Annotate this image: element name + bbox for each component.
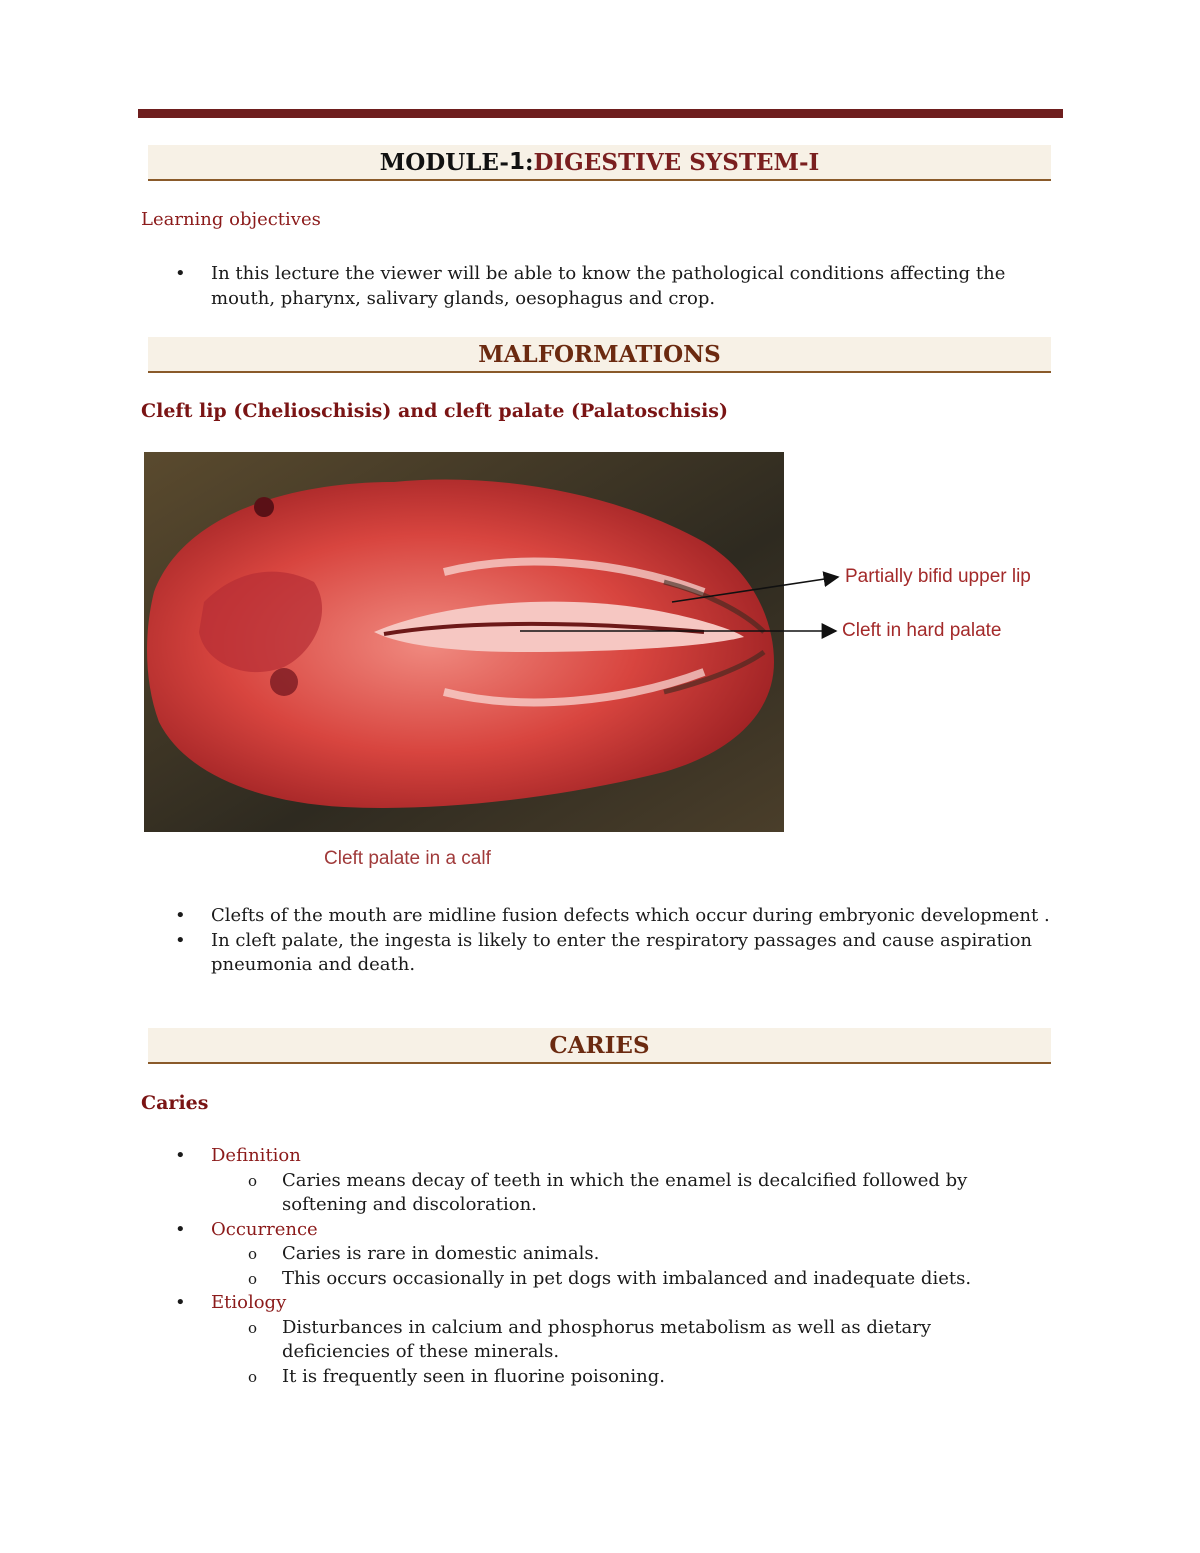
list-item: • In cleft palate, the ingesta is likely to enter the respiratory passages and cause aspiration pneumonia and death.: [0, 929, 1061, 978]
section-heading-caries: CARIES: [148, 1028, 1051, 1064]
objectives-list: [0, 262, 1061, 311]
caries-list: [0, 1144, 1061, 1389]
etiology-sublist: [211, 1316, 1061, 1390]
list-item: • Clefts of the mouth are midline fusion defects which occur during embryonic development .: [0, 904, 1061, 929]
sublist-item: o Caries means decay of teeth in which the enamel is decalcified followed by softening and discoloration.: [211, 1169, 992, 1218]
caries-heading: Caries: [141, 1092, 209, 1114]
cleft-palate-photo: [144, 452, 784, 832]
definition-sublist: [211, 1169, 1061, 1218]
cleft-points-list: [0, 904, 1061, 978]
figure-caption: Cleft palate in a calf: [324, 848, 491, 869]
learning-objectives-label: Learning objectives: [141, 209, 321, 230]
annotation-hard-palate: Cleft in hard palate: [842, 620, 1002, 641]
module-title: MODULE- 1 : DIGESTIVE SYSTEM-I: [148, 145, 1051, 181]
sublist-item: o It is frequently seen in fluorine poisoning.: [211, 1365, 992, 1390]
section-heading-malformations: MALFORMATIONS: [148, 337, 1051, 373]
sublist-item: o This occurs occasionally in pet dogs with imbalanced and inadequate diets.: [211, 1267, 992, 1292]
occurrence-sublist: [211, 1242, 1061, 1291]
sublist-item: o Caries is rare in domestic animals.: [211, 1242, 992, 1267]
list-item: • In this lecture the viewer will be able to know the pathological conditions affecting the mouth, pharynx, salivary glands, oesophagus and crop.: [0, 262, 1061, 311]
annotation-upper-lip: Partially bifid upper lip: [845, 566, 1031, 587]
list-item-occurrence: • Occurrence o Caries is rare in domestic animals. o This occurs occasionally in pet dogs with imbalanced and inadequate diets.: [0, 1218, 1061, 1292]
sublist-item: o Disturbances in calcium and phosphorus metabolism as well as dietary deficiencies of these minerals.: [211, 1316, 992, 1365]
list-item-etiology: • Etiology o Disturbances in calcium and phosphorus metabolism as well as dietary deficiencies of these minerals. o It is frequently seen in fluorine poisoning.: [0, 1291, 1061, 1389]
cleft-heading: Cleft lip (Chelioschisis) and cleft palate (Palatoschisis): [141, 400, 728, 422]
top-rule: [138, 109, 1063, 118]
list-item-definition: • Definition o Caries means decay of teeth in which the enamel is decalcified followed by softening and discoloration.: [0, 1144, 1061, 1218]
